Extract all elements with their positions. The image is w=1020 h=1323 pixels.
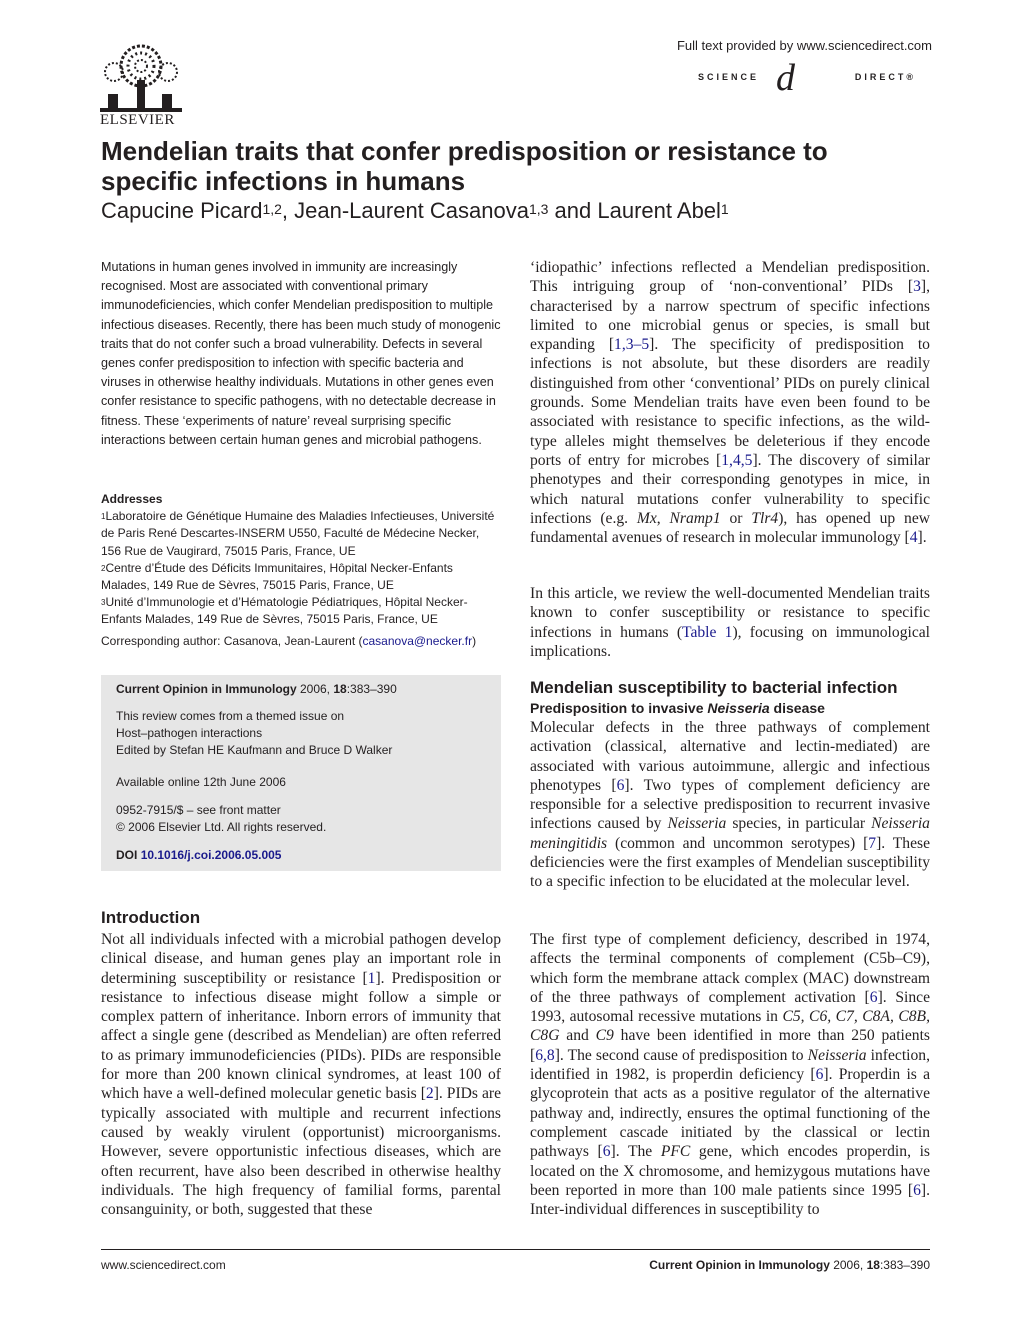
- author-affiliation[interactable]: 1,3: [528, 201, 549, 217]
- themed-issue-topic: Host–pathogen interactions: [116, 726, 263, 740]
- copyright-line: © 2006 Elsevier Ltd. All rights reserved.: [116, 820, 327, 834]
- table-link[interactable]: Table 1: [682, 623, 733, 641]
- journal-name: Current Opinion in Immunology: [116, 682, 297, 696]
- doi-line: [116, 847, 491, 864]
- gene-name: Mx: [636, 509, 657, 527]
- corresponding-suffix: ): [472, 634, 477, 648]
- citation-pages: :383–390: [346, 682, 397, 696]
- author-separator: ,: [281, 198, 295, 223]
- address-number: 1: [101, 512, 106, 522]
- introduction-heading: Introduction: [101, 908, 201, 927]
- footer-year: 2006,: [829, 1258, 867, 1272]
- reference-link[interactable]: 6,8: [535, 1046, 555, 1064]
- reference-link[interactable]: 1: [367, 969, 376, 987]
- corresponding-author: [101, 633, 501, 650]
- author-affiliation[interactable]: 1,2: [262, 201, 282, 217]
- introduction-body: Not all individuals infected with a microbial pathogen develop clinical disease, and human genes play an important role in determining susceptibility or resistance [1]. Predisposition or resistance to infectious disease might follow a simple or complex pattern of inheritance. Inborn errors of immunity that affect a single gene (described as Mendelian) are often referred to as primary immunodeficiencies (PIDs). PIDs are responsible for more than 200 known clinical syndromes, at least 100 of which have a well-defined molecular genetic basis [2]. PIDs are typically associated with multiple and recurrent infections caused by weakly virulent (opportunist) microorganisms. However, severe opportunistic infectious diseases, which are often recurrent, have also been described in otherwise healthy individuals. The high frequency of familial forms, parental consanguinity, or both, suggested that these: [101, 931, 501, 1219]
- reference-link[interactable]: 1,3–5: [614, 336, 650, 354]
- footer-journal: Current Opinion in Immunology: [649, 1258, 830, 1272]
- reference-link[interactable]: 3: [913, 278, 921, 296]
- address-text: Laboratoire de Génétique Humaine des Maladies Infectieuses, Université de Paris René Descartes-INSERM U550, Faculté de Médecine Necker, 156 Rue de Vaugirard, 75015 Paris, France, UE: [101, 509, 495, 558]
- reference-link[interactable]: 6: [869, 988, 878, 1006]
- reference-link[interactable]: 7: [868, 834, 877, 852]
- address-item: [101, 594, 501, 628]
- body-paragraph: The first type of complement deficiency, described in 1974, affects the terminal components of complement (C5b–C9), which form the membrane attack complex (MAC) downstream of the three pathways of complement activation [6]. Since 1993, autosomal recessive mutations in C5, C6, C7, C8A, C8B, C8G and C9 have been identified in more than 250 patients [6,8]. The second cause of predisposition to Neisseria infection, identified in 1982, is properdin deficiency [6]. Properdin is a glycoprotein that acts as a positive regulator of the alternative pathway and, indirectly, ensures the optimal functioning of the complement cascade initiated by the classical or lectin pathways [6]. The PFC gene, which encodes properdin, is located on the X chromosome, and hemizygous mutations have been reported in more than 100 male patients since 1995 [6]. Inter-individual differences in susceptibility to: [530, 931, 931, 1219]
- corresponding-prefix: Corresponding author: Casanova, Jean-Laurent (: [101, 634, 363, 648]
- author-list: [101, 196, 729, 226]
- address-number: 3: [101, 598, 106, 608]
- elsevier-wordmark: ELSEVIER: [100, 112, 175, 128]
- gene-name: Tlr4: [751, 509, 779, 527]
- address-number: 2: [101, 563, 106, 573]
- addresses: [101, 491, 501, 629]
- address-item: [101, 508, 501, 560]
- doi-label: DOI: [116, 848, 138, 862]
- addresses-heading: Addresses: [101, 492, 163, 506]
- subsection-heading: Predisposition to invasive Neisseria disease: [530, 700, 825, 716]
- address-item: [101, 560, 501, 594]
- body-paragraph: In this article, we review the well-documented Mendelian traits known to confer susceptibility or resistance to specific infections in humans (Table 1), focusing on immunological implications.: [530, 585, 930, 660]
- reference-link[interactable]: 2: [425, 1085, 434, 1103]
- available-online: Available online 12th June 2006: [116, 775, 286, 789]
- footer-volume: 18: [866, 1258, 880, 1272]
- footer-website[interactable]: www.sciencedirect.com: [101, 1258, 226, 1272]
- body-paragraph: Molecular defects in the three pathways of complement activation (classical, alternative and lectin-mediated) are associated with various autoimmune, allergic and infectious phenotypes [6]. Two types of complement deficiency are responsible for a selective predisposition to recurrent invasive infections caused by Neisseria species, in particular Neisseria meningitidis (common and uncommon serotypes) [7]. These deficiencies were the first examples of Mendelian susceptibility to a specific infection to be elucidated at the molecular level.: [530, 719, 930, 891]
- reference-link[interactable]: 4: [909, 529, 918, 547]
- elsevier-tree-emblem-icon: [100, 42, 182, 112]
- brand-d-mark-icon: d: [776, 57, 795, 99]
- reference-link[interactable]: 6: [913, 1181, 921, 1199]
- brand-right: DIRECT®: [854, 72, 916, 82]
- section-heading: Mendelian susceptibility to bacterial infection: [530, 678, 898, 697]
- body-paragraph: ‘idiopathic’ infections reflected a Mendelian predisposition. This intriguing group of ‘non-conventional’ PIDs [3], characterised by a narrow spectrum of specific infections limited to one microbial genus or species, is small but expanding [1,3–5]. The specificity of predisposition to infections is not absolute, but these disorders are readily distinguished from other ‘conventional’ PIDs on purely clinical grounds. Some Mendelian traits have even been found to be associated with resistance to specific infections, as the wild-type alleles might themselves be deleterious if they encode ports of entry for microbes [1,4,5]. The discovery of similar phenotypes and their corresponding genotypes in mice, in which natural mutations confer vulnerability to specific infections (e.g. Mx, Nramp1 or Tlr4), has opened up new fundamental avenues of research in molecular immunology [4].: [530, 259, 930, 547]
- citation-year: 2006,: [296, 682, 334, 696]
- reference-link[interactable]: 1,4,5: [721, 451, 753, 469]
- abstract: Mutations in human genes involved in immunity are increasingly recognised. Most are associated with conventional primary immunodeficiencies, which confer Mendelian predisposition to multiple infectious diseases. Recently, there has been much study of monogenic traits that do not confer such a broad vulnerability. Defects in several genes confer predisposition to infection with specific bacteria and viruses in otherwise healthy individuals. Mutations in other genes even confer resistance to specific pathogens, with no detectable decrease in fitness. These ‘experiments of nature’ reveal surprising specific interactions between certain human genes and microbial pathogens.: [101, 260, 501, 447]
- reference-link[interactable]: 6: [602, 1143, 611, 1161]
- author-separator: and: [548, 198, 598, 223]
- address-text: Centre d’Étude des Déficits Immunitaires, Hôpital Necker-Enfants Malades, 149 Rue de Sèvres, 75015 Paris, France, UE: [101, 560, 453, 593]
- issn-line: 0952-7915/$ – see front matter: [116, 803, 281, 817]
- editors-line: Edited by Stefan HE Kaufmann and Bruce D Walker: [116, 743, 393, 757]
- doi-link[interactable]: 10.1016/j.coi.2006.05.005: [140, 848, 282, 862]
- gene-name: Nramp1: [669, 509, 721, 527]
- sciencedirect-logo[interactable]: [698, 57, 916, 100]
- reference-link[interactable]: 6: [815, 1066, 824, 1084]
- themed-issue-line: This review comes from a themed issue on: [116, 709, 345, 723]
- article-title: Mendelian traits that confer predisposition or resistance to specific infections in humans: [101, 136, 828, 196]
- author-name: Jean-Laurent Casanova: [294, 198, 529, 223]
- author-name: Laurent Abel: [597, 198, 721, 223]
- footer-rule: [101, 1249, 930, 1250]
- citation-volume: 18: [333, 682, 347, 696]
- corresponding-email-link[interactable]: casanova@necker.fr: [362, 634, 473, 648]
- author-affiliation[interactable]: 1: [720, 201, 729, 217]
- fulltext-notice[interactable]: Full text provided by www.sciencedirect.com: [676, 38, 932, 53]
- citation-line: [116, 681, 491, 698]
- brand-left: SCIENCE: [698, 72, 760, 82]
- reference-link[interactable]: 6: [616, 776, 625, 794]
- article-info-box: [101, 675, 501, 871]
- address-text: Unité d’Immunologie et d’Hématologie Pédiatriques, Hôpital Necker-Enfants Malades, 149 Rue de Sèvres, 75015 Paris, France, UE: [101, 595, 468, 627]
- footer-pages: :383–390: [879, 1258, 930, 1272]
- author-name: Capucine Picard: [101, 198, 263, 223]
- footer-citation: [649, 1258, 930, 1272]
